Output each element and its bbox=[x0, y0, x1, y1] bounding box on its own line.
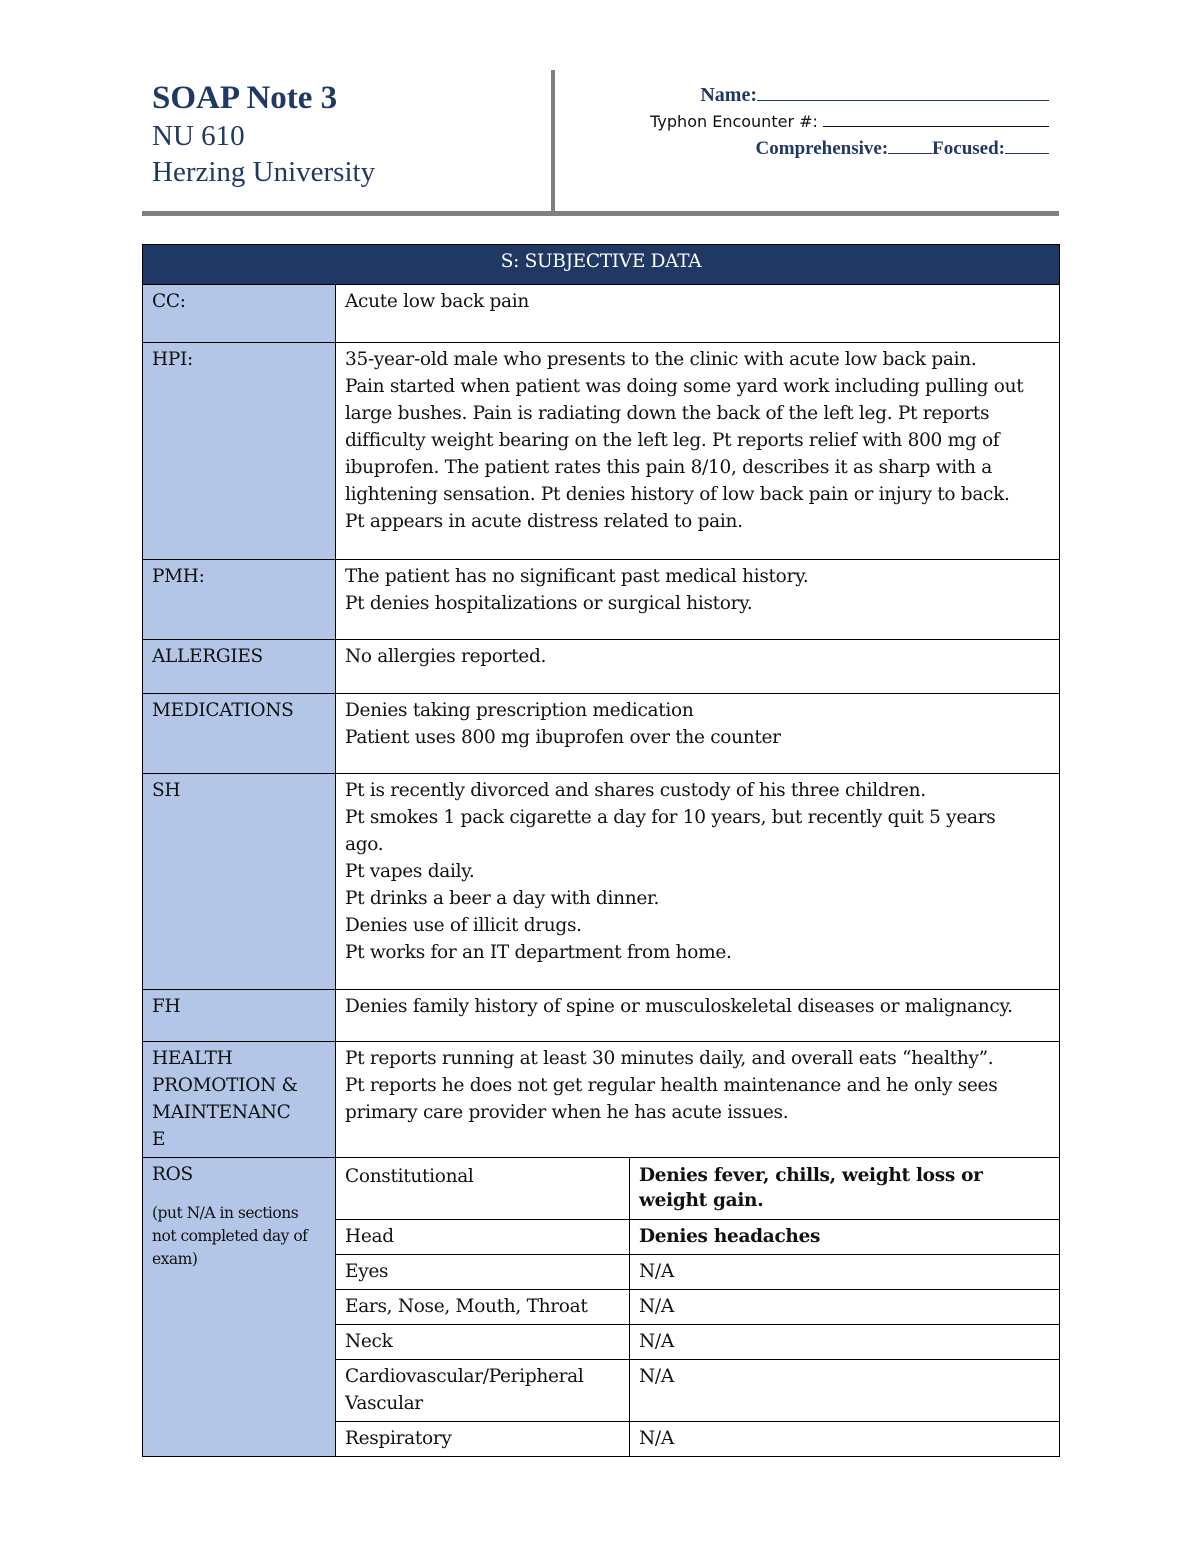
hpi-line: difficulty weight bearing on the left leg. Pt reports relief with 800 mg of bbox=[345, 430, 1000, 451]
ros-finding bbox=[630, 1422, 1060, 1457]
health-label-line: HEALTH bbox=[152, 1048, 233, 1069]
table-row bbox=[143, 990, 1060, 1042]
focused-blank[interactable] bbox=[1005, 135, 1049, 154]
ros-system bbox=[336, 1325, 630, 1360]
health-line: primary care provider when he has acute issues. bbox=[345, 1102, 789, 1123]
typhon-field[interactable] bbox=[650, 108, 1049, 135]
header-info-block bbox=[650, 82, 1049, 162]
table-row bbox=[143, 343, 1060, 560]
medications-label: MEDICATIONS bbox=[143, 694, 336, 774]
ros-system-line: Vascular bbox=[345, 1393, 423, 1414]
ros-finding-line: N/A bbox=[639, 1296, 674, 1317]
fh-content bbox=[336, 990, 1060, 1042]
health-line: Pt reports running at least 30 minutes daily, and overall eats “healthy”. bbox=[345, 1048, 994, 1069]
hpi-content bbox=[336, 343, 1060, 560]
ros-system-line: Constitutional bbox=[345, 1166, 474, 1187]
pmh-line: Pt denies hospitalizations or surgical history. bbox=[345, 593, 753, 614]
sh-line: Pt vapes daily. bbox=[345, 861, 475, 882]
ros-note-line: exam) bbox=[152, 1250, 198, 1268]
ros-note-line: not completed day of bbox=[152, 1227, 308, 1245]
health-label-line: PROMOTION & bbox=[152, 1075, 298, 1096]
sh-line: Denies use of illicit drugs. bbox=[345, 915, 582, 936]
subjective-data-table bbox=[142, 244, 1060, 1457]
pmh-label: PMH: bbox=[143, 560, 336, 640]
header-title-block bbox=[152, 78, 375, 190]
allergies-line: No allergies reported. bbox=[345, 646, 547, 667]
hpi-line: Pain started when patient was doing some yard work including pulling out bbox=[345, 376, 1024, 397]
ros-system bbox=[336, 1220, 630, 1255]
fh-line: Denies family history of spine or musculoskeletal diseases or malignancy. bbox=[345, 996, 1013, 1017]
name-blank[interactable] bbox=[757, 82, 1049, 101]
ros-finding-line: N/A bbox=[639, 1261, 674, 1282]
ros-system-line: Head bbox=[345, 1226, 394, 1247]
table-row bbox=[143, 774, 1060, 990]
comprehensive-label: Comprehensive: bbox=[755, 138, 889, 159]
ros-row bbox=[143, 1158, 1060, 1220]
sh-label: SH bbox=[143, 774, 336, 990]
ros-system bbox=[336, 1255, 630, 1290]
table-row bbox=[143, 285, 1060, 343]
pmh-line: The patient has no significant past medical history. bbox=[345, 566, 809, 587]
pmh-content bbox=[336, 560, 1060, 640]
hpi-line: 35-year-old male who presents to the clinic with acute low back pain. bbox=[345, 349, 977, 370]
hpi-line: ibuprofen. The patient rates this pain 8/10, describes it as sharp with a bbox=[345, 457, 992, 478]
table-row bbox=[143, 560, 1060, 640]
ros-label: ROS bbox=[152, 1164, 193, 1185]
allergies-content bbox=[336, 640, 1060, 694]
ros-note-line: (put N/A in sections bbox=[152, 1204, 299, 1222]
sh-line: Pt works for an IT department from home. bbox=[345, 942, 732, 963]
table-row bbox=[143, 1042, 1060, 1158]
name-field[interactable] bbox=[650, 82, 1049, 108]
table-row bbox=[143, 694, 1060, 774]
hpi-line: lightening sensation. Pt denies history of low back pain or injury to back. bbox=[345, 484, 1010, 505]
allergies-label: ALLERGIES bbox=[143, 640, 336, 694]
ros-system bbox=[336, 1422, 630, 1457]
sh-content bbox=[336, 774, 1060, 990]
ros-finding bbox=[630, 1158, 1060, 1220]
ros-finding-line: Denies headaches bbox=[639, 1226, 821, 1247]
ros-system bbox=[336, 1290, 630, 1325]
visit-type-field[interactable] bbox=[650, 135, 1049, 162]
hpi-line: Pt appears in acute distress related to pain. bbox=[345, 511, 743, 532]
health-label-line: MAINTENANC bbox=[152, 1102, 291, 1123]
ros-note bbox=[152, 1202, 326, 1271]
comprehensive-blank[interactable] bbox=[888, 135, 932, 154]
ros-system bbox=[336, 1158, 630, 1220]
ros-finding bbox=[630, 1290, 1060, 1325]
ros-system bbox=[336, 1360, 630, 1422]
table-row bbox=[143, 640, 1060, 694]
health-label-line: E bbox=[152, 1129, 166, 1150]
ros-finding bbox=[630, 1220, 1060, 1255]
header-horizontal-divider bbox=[142, 211, 1059, 216]
cc-label: CC: bbox=[143, 285, 336, 343]
ros-label-cell bbox=[143, 1158, 336, 1457]
typhon-blank[interactable] bbox=[823, 108, 1049, 127]
ros-finding-line: Denies fever, chills, weight loss or bbox=[639, 1165, 983, 1186]
ros-system-line: Cardiovascular/Peripheral bbox=[345, 1366, 584, 1387]
ros-system-line: Respiratory bbox=[345, 1428, 452, 1449]
ros-finding bbox=[630, 1360, 1060, 1422]
ros-system-line: Neck bbox=[345, 1331, 393, 1352]
ros-finding-line: N/A bbox=[639, 1428, 674, 1449]
health-line: Pt reports he does not get regular health maintenance and he only sees bbox=[345, 1075, 998, 1096]
hpi-label: HPI: bbox=[143, 343, 336, 560]
typhon-label: Typhon Encounter #: bbox=[650, 112, 818, 131]
document-title: SOAP Note 3 bbox=[152, 80, 338, 116]
university-name: Herzing University bbox=[152, 156, 376, 188]
cc-content bbox=[336, 285, 1060, 343]
health-promotion-content bbox=[336, 1042, 1060, 1158]
ros-finding bbox=[630, 1325, 1060, 1360]
fh-label: FH bbox=[143, 990, 336, 1042]
course-code: NU 610 bbox=[152, 120, 245, 152]
ros-finding-line: N/A bbox=[639, 1366, 674, 1387]
name-label: Name: bbox=[700, 84, 757, 106]
ros-finding-line: weight gain. bbox=[639, 1190, 764, 1211]
cc-line: Acute low back pain bbox=[345, 291, 529, 312]
ros-system-line: Ears, Nose, Mouth, Throat bbox=[345, 1296, 588, 1317]
medications-line: Patient uses 800 mg ibuprofen over the counter bbox=[345, 727, 781, 748]
medications-line: Denies taking prescription medication bbox=[345, 700, 694, 721]
ros-finding bbox=[630, 1255, 1060, 1290]
ros-system-line: Eyes bbox=[345, 1261, 389, 1282]
sh-line: Pt is recently divorced and shares custody of his three children. bbox=[345, 780, 926, 801]
sh-line: Pt drinks a beer a day with dinner. bbox=[345, 888, 660, 909]
medications-content bbox=[336, 694, 1060, 774]
document-header bbox=[142, 70, 1059, 218]
section-banner-row bbox=[143, 245, 1060, 285]
hpi-line: large bushes. Pain is radiating down the back of the left leg. Pt reports bbox=[345, 403, 990, 424]
ros-finding-line: N/A bbox=[639, 1331, 674, 1352]
sh-line: ago. bbox=[345, 834, 384, 855]
sh-line: Pt smokes 1 pack cigarette a day for 10 years, but recently quit 5 years bbox=[345, 807, 996, 828]
header-vertical-divider bbox=[551, 70, 555, 214]
focused-label: Focused: bbox=[932, 138, 1005, 159]
section-title: S: SUBJECTIVE DATA bbox=[143, 245, 1060, 285]
health-promotion-label bbox=[143, 1042, 336, 1158]
